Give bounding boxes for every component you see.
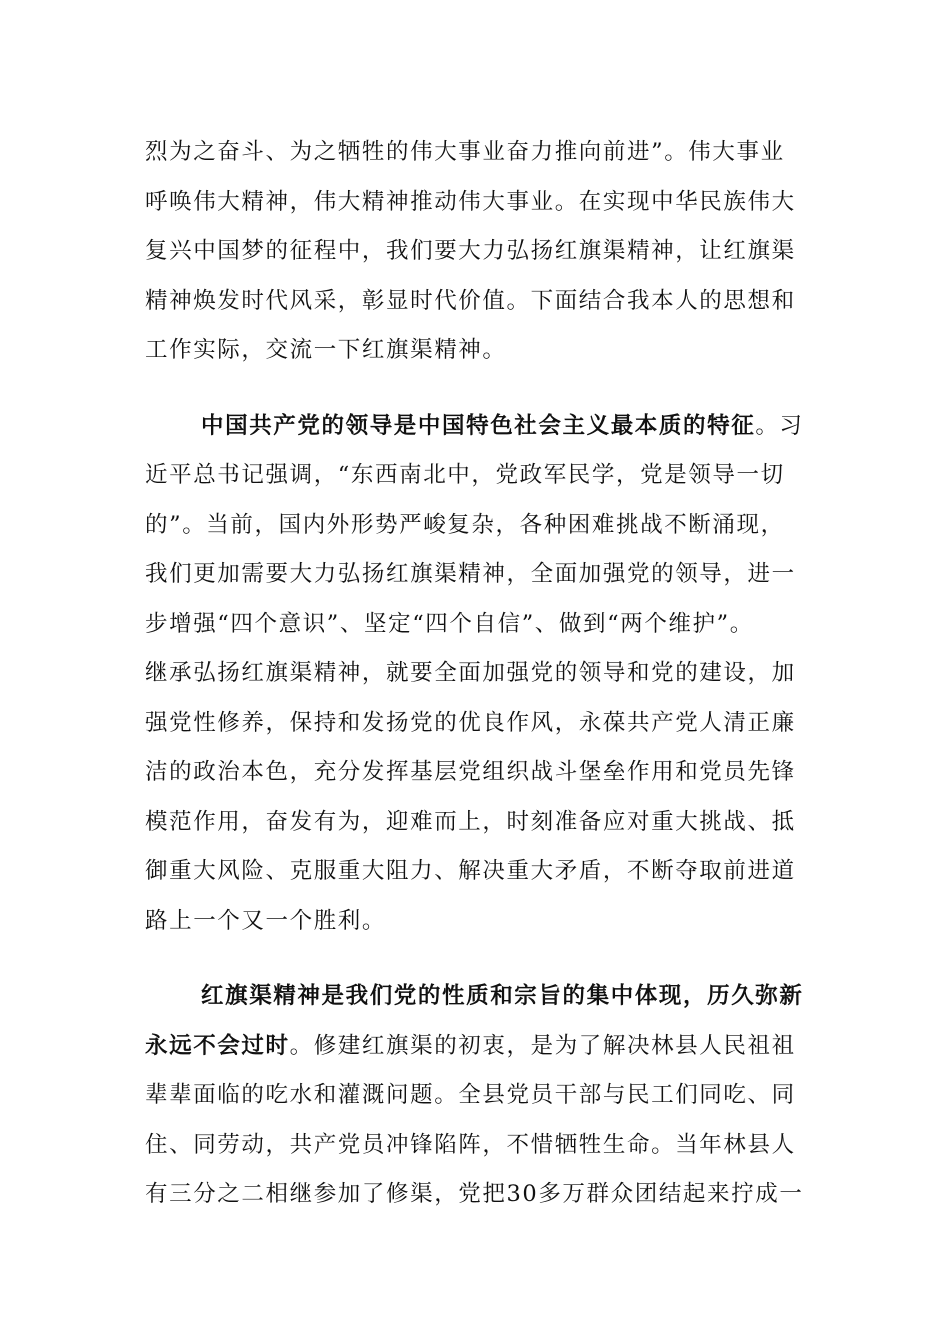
bold-heading: 中国共产党的领导是中国特色社会主义最本质的特征 (201, 412, 756, 439)
line-text: 继承弘扬红旗渠精神，就要全面加强党的领导和党的建设，加 (145, 660, 796, 686)
line-text: 洁的政治本色，充分发挥基层党组织战斗堡垒作用和党员先锋 (145, 759, 796, 785)
text-line (145, 1121, 810, 1171)
text-line (145, 972, 810, 1022)
bold-heading: 红旗渠精神是我们党的性质和宗旨的集中体现，历久弥新 (201, 983, 804, 1009)
line-text: 近平总书记强调，“东西南北中，党政军民学，党是领导一切 (145, 462, 785, 488)
line-text: 路上一个又一个胜利。 (145, 907, 387, 934)
line-text: 工作实际，交流一下红旗渠精神。 (145, 337, 507, 363)
line-text: 模范作用，奋发有为，迎难而上，时刻准备应对重大挑战、抵 (145, 808, 796, 835)
text-line (145, 748, 810, 798)
text-line (145, 128, 810, 178)
text-line (145, 1071, 810, 1121)
line-text: 我们更加需要大力弘扬红旗渠精神，全面加强党的领导，进一 (145, 561, 796, 587)
text-line (145, 699, 810, 749)
paragraph-gap (145, 376, 810, 402)
text-line (145, 798, 810, 848)
text-line (145, 1170, 810, 1220)
paragraph-gap (145, 946, 810, 972)
line-text: 的”。当前，国内外形势严峻复杂，各种困难挑战不断涌现， (145, 511, 785, 538)
text-line (145, 326, 810, 376)
line-text: 辈辈面临的吃水和灌溉问题。全县党员干部与民工们同吃、同 (145, 1082, 796, 1108)
text-line (145, 402, 810, 452)
text-line (145, 649, 810, 699)
text-line (145, 501, 810, 551)
text-line (145, 227, 810, 277)
line-text: 复兴中国梦的征程中，我们要大力弘扬红旗渠精神，让红旗渠 (145, 238, 796, 264)
document-body (145, 128, 810, 1220)
text-line (145, 451, 810, 501)
paragraph-1 (145, 128, 810, 376)
text-line (145, 550, 810, 600)
line-text: 精神焕发时代风采，彰显时代价值。下面结合我本人的思想和 (145, 287, 796, 314)
text-line (145, 1022, 810, 1072)
text-line (145, 277, 810, 327)
line-text: 呼唤伟大精神，伟大精神推动伟大事业。在实现中华民族伟大 (145, 188, 796, 215)
text-line (145, 600, 810, 650)
line-text: 住、同劳动，共产党员冲锋陷阵，不惜牺牲生命。当年林县人 (145, 1131, 796, 1158)
paragraph-2 (145, 402, 810, 947)
line-text: 强党性修养，保持和发扬党的优良作风，永葆共产党人清正廉 (145, 709, 796, 736)
line-text: 。习 (755, 412, 804, 439)
text-line (145, 897, 810, 947)
line-text: 有三分之二相继参加了修渠，党把30多万群众团结起来拧成一 (145, 1181, 804, 1207)
line-text: 御重大风险、克服重大阻力、解决重大矛盾，不断夺取前进道 (145, 858, 796, 884)
line-text: 。修建红旗渠的初衷，是为了解决林县人民祖祖 (289, 1032, 796, 1059)
paragraph-3 (145, 972, 810, 1220)
text-line (145, 178, 810, 228)
line-text: 步增强“四个意识”、坚定“四个自信”、做到“两个维护”。 (145, 610, 754, 637)
text-line (145, 847, 810, 897)
line-text: 烈为之奋斗、为之牺牲的伟大事业奋力推向前进”。伟大事业 (145, 139, 785, 165)
bold-heading: 永远不会过时 (145, 1032, 290, 1059)
